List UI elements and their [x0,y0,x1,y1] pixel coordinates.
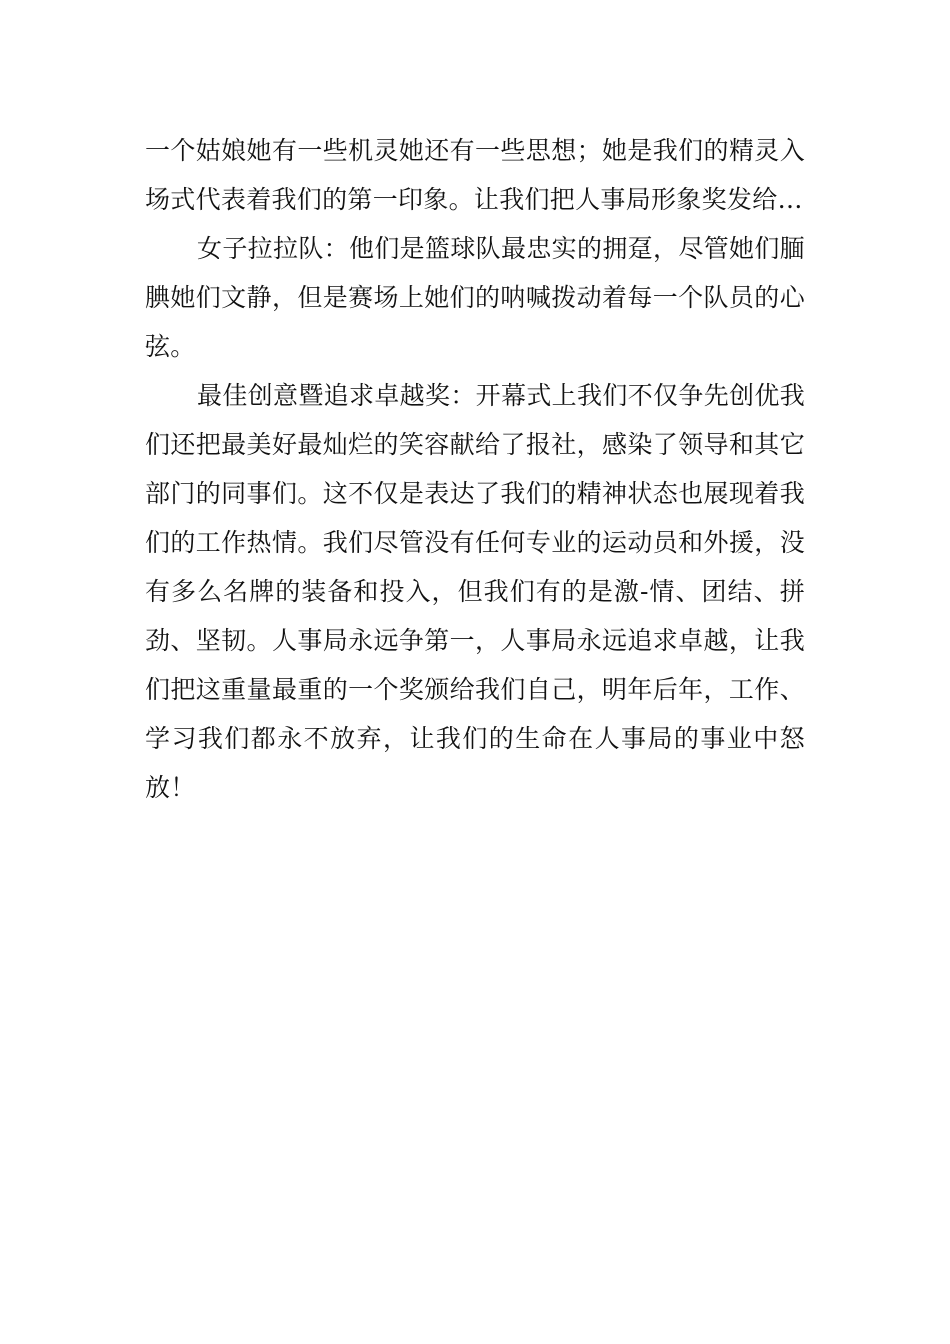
document-body [145,126,805,812]
paragraph-intro-continuation: 一个姑娘她有一些机灵她还有一些思想；她是我们的精灵入场式代表着我们的第一印象。让我们把人事局形象奖发给… [145,136,805,214]
paragraph-creativity-excellence-award: 最佳创意暨追求卓越奖：开幕式上我们不仅争先创优我们还把最美好最灿烂的笑容献给了报社，感染了领导和其它部门的同事们。这不仅是表达了我们的精神状态也展现着我们的工作热情。我们尽管没有任何专业的运动员和外援，没有多么名牌的装备和投入，但我们有的是激-情、团结、拼劲、坚韧。人事局永远争第一，人事局永远追求卓越，让我们把这重量最重的一个奖颁给我们自己，明年后年，工作、学习我们都永不放弃，让我们的生命在人事局的事业中怒放！ [145,381,805,802]
paragraph-cheerleading-award: 女子拉拉队：他们是篮球队最忠实的拥趸，尽管她们腼腆她们文静，但是赛场上她们的呐喊拨动着每一个队员的心弦。 [145,234,805,361]
